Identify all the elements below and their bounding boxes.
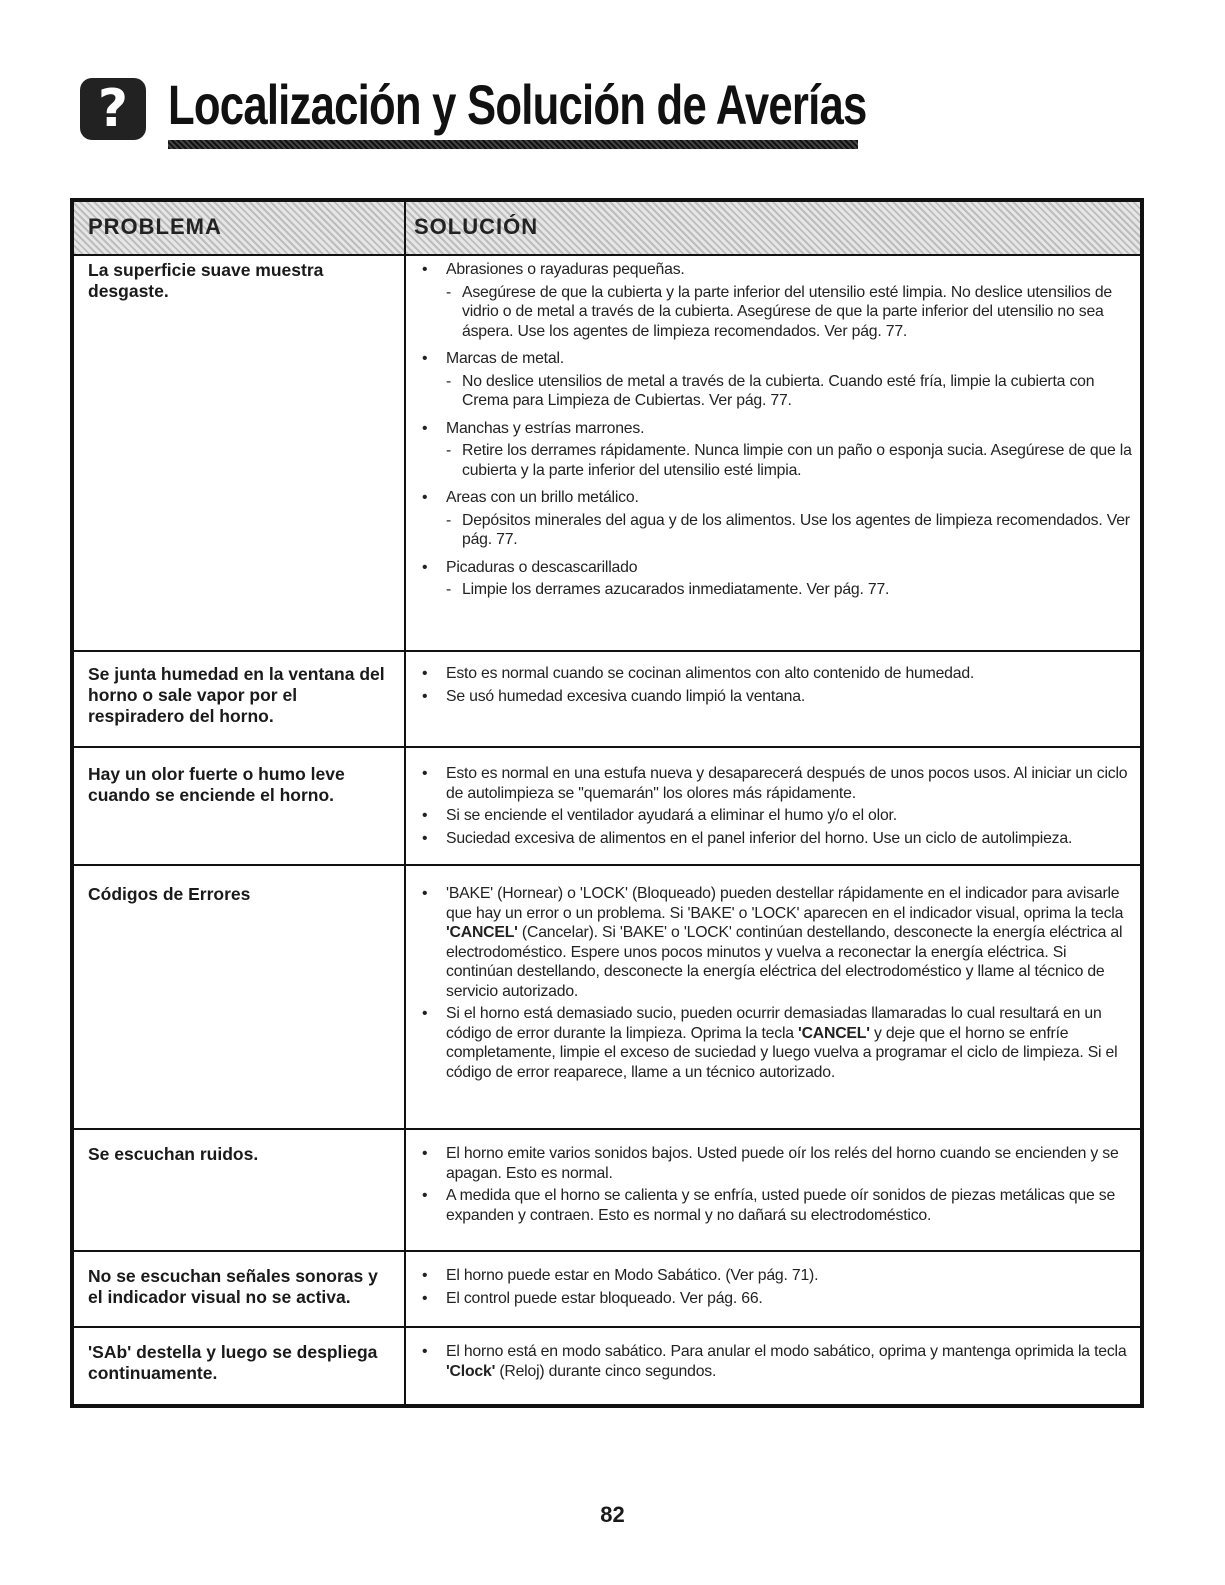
solution-detail: - Limpie los derrames azucarados inmediatamente. Ver pág. 77. xyxy=(420,580,1135,600)
solution-bullet: • Picaduras o descascarillado xyxy=(420,558,1135,578)
solution-bullet: • Esto es normal en una estufa nueva y desaparecerá después de unos pocos usos. Al iniciar un ciclo de autolimpieza se "quemarán" los olores más rápidamente. xyxy=(420,764,1135,803)
page-title: Localización y Solución de Averías xyxy=(168,73,867,136)
problem-text: Códigos de Errores xyxy=(88,884,251,904)
solution-bullet: • Si se enciende el ventilador ayudará a eliminar el humo y/o el olor. xyxy=(420,806,1135,826)
solution-bullet xyxy=(420,1342,1135,1381)
solution-bullet: • Marcas de metal. xyxy=(420,349,1135,369)
table-row xyxy=(74,1252,1140,1328)
solution-text: y deje que el horno se enfríe completamente, limpie el exceso de suciedad y luego vuelva a programar el ciclo de limpieza. Si el código de error reaparece, llame a un técnico autorizado. xyxy=(446,1024,1118,1081)
solution-bullet: • Abrasiones o rayaduras pequeñas. xyxy=(420,260,1135,280)
solution-bullet: • A medida que el horno se calienta y se enfría, usted puede oír sonidos de piezas metálicas que se expanden y contraen. Esto es normal y no dañará su electrodoméstico. xyxy=(420,1186,1135,1225)
solution-bullet: • Areas con un brillo metálico. xyxy=(420,488,1135,508)
solution-bullet xyxy=(420,884,1135,1001)
table-row xyxy=(74,254,1140,652)
problem-text: La superficie suave muestra desgaste. xyxy=(88,260,324,301)
troubleshooting-table xyxy=(70,198,1144,1408)
solution-bullet: • Esto es normal cuando se cocinan alimentos con alto contenido de humedad. xyxy=(420,664,1135,684)
solution-bullet: • El horno emite varios sonidos bajos. Usted puede oír los relés del horno cuando se encienden y se apagan. Esto es normal. xyxy=(420,1144,1135,1183)
solution-cell xyxy=(420,1266,1135,1311)
table-row xyxy=(74,652,1140,748)
solution-text: Si el horno está demasiado sucio, pueden ocurrir demasiadas llamaradas lo cual resultará en un código de error durante la limpieza. Oprima la tecla xyxy=(446,1005,1102,1042)
table-row xyxy=(74,1328,1140,1408)
problem-text: 'SAb' destella y luego se despliega continuamente. xyxy=(88,1342,378,1383)
solution-text: 'BAKE' (Hornear) o 'LOCK' (Bloqueado) pueden destellar rápidamente en el indicador para avisarle que hay un error o un problema. Si 'BAKE' o 'LOCK' aparecen en el indicador visual, oprima la tecla xyxy=(446,885,1124,922)
solution-cell xyxy=(420,764,1135,851)
header-problem: PROBLEMA xyxy=(88,214,222,239)
title-underline xyxy=(168,140,858,149)
table-row xyxy=(74,748,1140,866)
solution-cell xyxy=(420,664,1135,709)
solution-text: (Cancelar). Si 'BAKE' o 'LOCK' continúan destellando, desconecte la energía eléctrica al electrodoméstico. Espere unos pocos minutos y vuelva a reconectar la energía eléctrica. Si continúan destellando, desconecte la energía eléctrica del electrodoméstico y llame al técnico de servicio autorizado. xyxy=(446,924,1123,1000)
solution-bullet: • El horno puede estar en Modo Sabático. (Ver pág. 71). xyxy=(420,1266,1135,1286)
solution-cell xyxy=(420,1342,1135,1384)
problem-text: Se escuchan ruidos. xyxy=(88,1144,259,1164)
table-row xyxy=(74,866,1140,1130)
solution-bullet xyxy=(420,1004,1135,1082)
solution-cell xyxy=(420,884,1135,1085)
page-header xyxy=(78,66,868,156)
cancel-key-label: 'CANCEL' xyxy=(446,924,518,941)
solution-cell xyxy=(420,1144,1135,1228)
problem-text: Se junta humedad en la ventana del horno o sale vapor por el respiradero del horno. xyxy=(88,664,385,726)
solution-detail: - No deslice utensilios de metal a través de la cubierta. Cuando esté fría, limpie la cubierta con Crema para Limpieza de Cubiertas. Ver pág. 77. xyxy=(420,372,1135,411)
table-row xyxy=(74,1130,1140,1252)
solution-bullet: • Manchas y estrías marrones. xyxy=(420,419,1135,439)
solution-cell xyxy=(420,260,1135,600)
problem-text: No se escuchan señales sonoras y el indicador visual no se activa. xyxy=(88,1266,378,1307)
solution-text: El horno está en modo sabático. Para anular el modo sabático, oprima y mantenga oprimida la tecla xyxy=(446,1343,1127,1360)
page-number: 82 xyxy=(600,1502,625,1527)
solution-bullet: • Se usó humedad excesiva cuando limpió la ventana. xyxy=(420,687,1135,707)
solution-text: (Reloj) durante cinco segundos. xyxy=(495,1362,717,1380)
clock-key-label: 'Clock' xyxy=(446,1362,496,1380)
solution-detail: - Retire los derrames rápidamente. Nunca limpie con un paño o esponja sucia. Asegúrese de que la cubierta y la parte inferior del utensilio esté limpia. xyxy=(420,441,1135,480)
solution-detail: - Depósitos minerales del agua y de los alimentos. Use los agentes de limpieza recomendados. Ver pág. 77. xyxy=(420,511,1135,550)
question-icon: ? xyxy=(80,78,146,140)
header-solution: SOLUCIÓN xyxy=(414,214,539,239)
solution-detail: - Asegúrese de que la cubierta y la parte inferior del utensilio esté limpia. No deslice utensilios de vidrio o de metal a través de la cubierta. Asegúrese de que la parte inferior del utensilio no sea áspera. Use los agentes de limpieza recomendados. Ver pág. 77. xyxy=(420,283,1135,342)
solution-bullet: • El control puede estar bloqueado. Ver pág. 66. xyxy=(420,1289,1135,1309)
cancel-key-label: 'CANCEL' xyxy=(798,1024,870,1042)
problem-text: Hay un olor fuerte o humo leve cuando se enciende el horno. xyxy=(88,764,345,805)
solution-bullet: • Suciedad excesiva de alimentos en el panel inferior del horno. Use un ciclo de autolimpieza. xyxy=(420,829,1135,849)
table-header xyxy=(74,202,1140,256)
